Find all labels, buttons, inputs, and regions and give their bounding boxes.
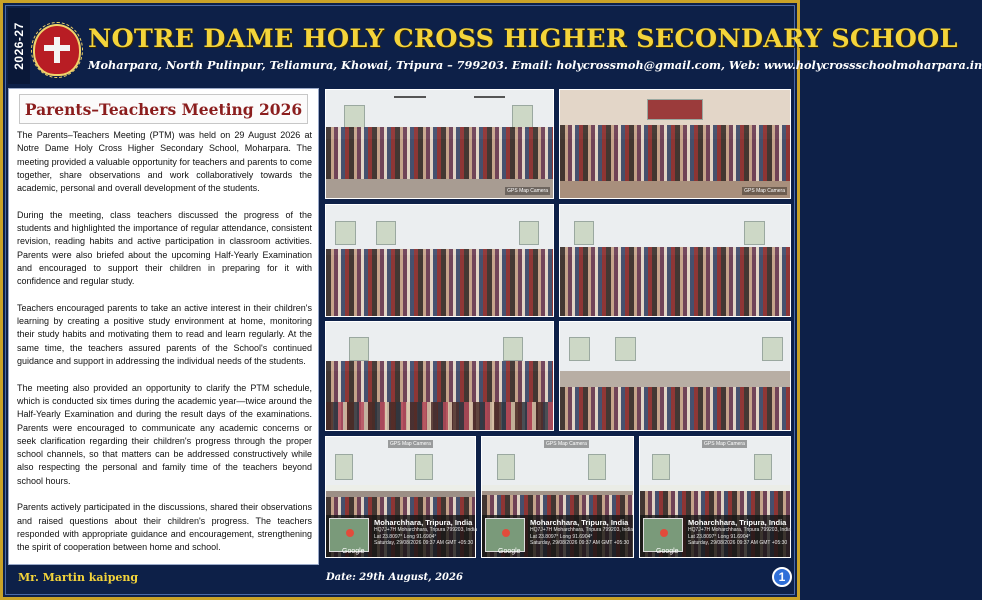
geotag-title: Moharchhara, Tripura, India	[374, 518, 473, 527]
photo-parents-seated-right	[559, 204, 791, 317]
academic-year: 2026-27	[12, 22, 27, 70]
geotag-overlay	[482, 515, 633, 557]
school-address: Moharpara, North Pulinpur, Teliamura, Khowai, Tripura – 799203. Email: holycrossmoh@gmail.com, Web: www.holycrossschoolmoharpara.in	[88, 58, 982, 72]
camera-stamp: GPS Map Camera	[744, 188, 785, 194]
article-panel	[8, 88, 319, 565]
article-paragraph-2: During the meeting, class teachers discussed the progress of the students and highlighted the importance of regular attendance, consistent revision, reading habits and active participation in classroom activities. Parents were also briefed about the upcoming Half-Yearly Examination and encouraged to support their children in preparing for it with confidence and regular study.	[17, 209, 312, 287]
geotag-timestamp: Saturday, 29/08/2026 09:37 AM GMT +05:30	[374, 540, 474, 546]
author-name: Mr. Martin kaipeng	[18, 571, 139, 584]
article-body	[17, 129, 312, 568]
geotag-timestamp: Saturday, 29/08/2026 09:37 AM GMT +05:30	[688, 540, 788, 546]
school-name: NOTRE DAME HOLY CROSS HIGHER SECONDARY SCHOOL	[88, 24, 958, 54]
page-number-badge: 1	[772, 567, 792, 587]
google-label: Google	[656, 548, 679, 555]
google-label: Google	[498, 548, 521, 555]
academic-year-strip	[8, 8, 30, 84]
geotag-overlay	[326, 515, 475, 557]
geotag-coordinates: Lat 23.8097° Long 91.6904°	[374, 533, 437, 540]
map-thumbnail-icon	[643, 518, 683, 552]
camera-stamp: GPS Map Camera	[704, 441, 745, 447]
photo-stage-group-right	[559, 89, 791, 199]
map-thumbnail-icon	[329, 518, 369, 552]
photo-hall-wide-right	[559, 321, 791, 431]
photo-teachers-front-left	[325, 321, 554, 431]
photo-parents-seated-left	[325, 204, 554, 317]
camera-stamp: GPS Map Camera	[390, 441, 431, 447]
report-date: Date: 29th August, 2026	[326, 572, 463, 583]
footer	[8, 567, 792, 591]
geotag-address: HQ7J+7H Moharchhara, Tripura 799203, India	[374, 527, 477, 533]
map-thumbnail-icon	[485, 518, 525, 552]
geotag-address: HQ7J+7H Moharchhara, Tripura 799203, India	[530, 527, 633, 533]
photo-geotag-2	[481, 436, 634, 558]
geotag-address: HQ7J+7H Moharchhara, Tripura 799203, India	[688, 527, 791, 533]
geotag-overlay	[640, 515, 790, 557]
photo-hall-group-left	[325, 89, 554, 199]
geotag-timestamp: Saturday, 29/08/2026 09:37 AM GMT +05:30	[530, 540, 630, 546]
camera-stamp: GPS Map Camera	[507, 188, 548, 194]
school-crest-icon	[33, 24, 81, 76]
geotag-coordinates: Lat 23.8097° Long 91.6904°	[688, 533, 751, 540]
article-paragraph-5: Parents actively participated in the discussions, shared their observations and raised questions about their children's progress. The teachers responded with appropriate guidance and encouragement, strengthening the spirit of cooperation between home and school.	[17, 502, 312, 553]
geotag-coordinates: Lat 23.8097° Long 91.6904°	[530, 533, 593, 540]
article-paragraph-3: Teachers encouraged parents to take an active interest in their children's learning by creating a positive study environment at home, monitoring their study habits and motivating them to read and learn regularly. At the same time, the teachers assured parents of the School's continued guidance and support in addressing the individual needs of the students.	[17, 302, 312, 367]
photo-geotag-1	[325, 436, 476, 558]
cross-icon	[44, 37, 70, 63]
geotag-title: Moharchhara, Tripura, India	[530, 518, 629, 527]
article-paragraph-4: The meeting also provided an opportunity to clarify the PTM schedule, which is conducted six times during the academic year—twice around the Half-Yearly Examination and during the result days of the examinations. Parents were encouraged to communicate any academic concerns or seek clarification regarding their children's progress through the proper school channels, so that matters can be addressed constructively while also respecting the personal and family time of the teachers beyond school hours.	[17, 382, 312, 486]
article-title: Parents–Teachers Meeting 2026	[24, 99, 303, 119]
geotag-title: Moharchhara, Tripura, India	[688, 518, 787, 527]
photo-geotag-3	[639, 436, 791, 558]
article-title-box	[19, 94, 308, 124]
camera-stamp: GPS Map Camera	[546, 441, 587, 447]
article-paragraph-1: The Parents–Teachers Meeting (PTM) was held on 29 August 2026 at Notre Dame Holy Cross Higher Secondary School, Moharpara. The meeting provided a valuable opportunity for teachers and parents to come together, share observations and work collaboratively towards the academic, personal and overall development of the students.	[17, 130, 312, 194]
google-label: Google	[342, 548, 365, 555]
